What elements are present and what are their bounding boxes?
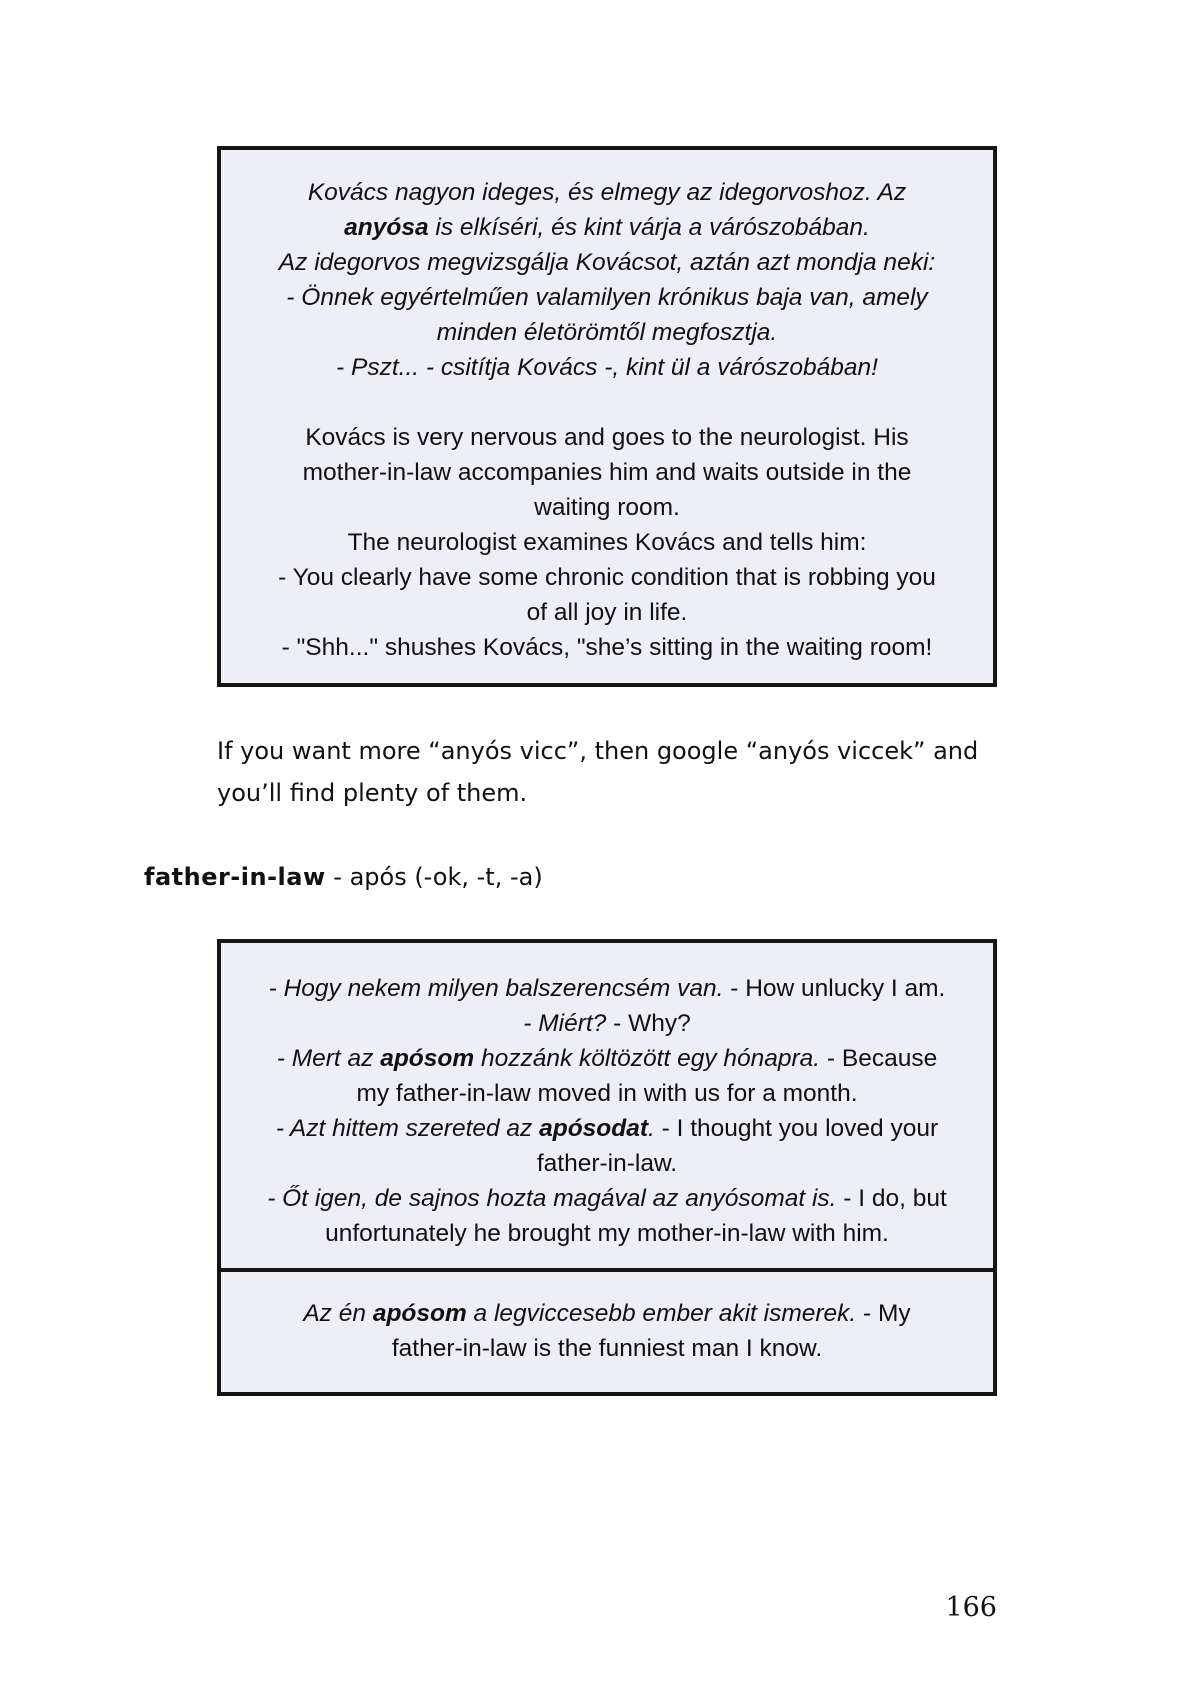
text-line — [243, 1181, 971, 1216]
text-line: father-in-law is the funniest man I know. — [391, 1335, 823, 1362]
text-line: minden életörömtől megfosztja. — [436, 319, 778, 346]
text-line: unfortunately he brought my mother-in-law with him. — [325, 1220, 889, 1247]
text-span: . — [648, 1115, 655, 1142]
page-number: 166 — [945, 1592, 997, 1623]
keyword: apósom — [380, 1045, 475, 1072]
dialogue-section — [221, 943, 993, 1272]
joke-english — [249, 420, 965, 665]
text-line: you’ll find plenty of them. — [217, 779, 528, 807]
english-text: - Why? — [606, 1010, 691, 1037]
note-paragraph — [217, 730, 997, 814]
hungarian-text: - Miért? — [523, 1010, 607, 1037]
text-span: is elkíséri, és kint várja a várószobában. — [428, 214, 870, 241]
text-line: my father-in-law moved in with us for a month. — [356, 1080, 858, 1107]
text-span: - Mert az — [276, 1045, 381, 1072]
example-section — [221, 1272, 993, 1366]
english-text: - My — [856, 1300, 911, 1327]
text-line — [243, 1111, 971, 1146]
text-line: waiting room. — [534, 494, 680, 521]
english-text: - I do, but — [836, 1185, 947, 1212]
text-line: - "Shh..." shushes Kovács, "she’s sitting in the waiting room! — [281, 634, 933, 661]
keyword: anyósa — [344, 214, 429, 241]
text-span: - Azt hittem szereted az — [275, 1115, 540, 1142]
text-line: The neurologist examines Kovács and tells him: — [347, 529, 867, 556]
text-line: Kovács is very nervous and goes to the neurologist. His — [305, 424, 909, 451]
text-span: Az én — [303, 1300, 373, 1327]
english-text: - How unlucky I am. — [723, 975, 946, 1002]
text-line: mother-in-law accompanies him and waits outside in the — [302, 459, 912, 486]
text-line: Az idegorvos megvizsgálja Kovácsot, aztán azt mondja neki: — [278, 249, 936, 276]
text-line — [243, 1006, 971, 1041]
text-line: of all joy in life. — [526, 599, 688, 626]
text-line — [243, 1296, 971, 1331]
headword-term: father-in-law — [144, 863, 326, 891]
keyword: apósodat — [539, 1115, 649, 1142]
joke-hungarian — [249, 175, 965, 385]
hungarian-text — [276, 1115, 655, 1142]
english-text: - Because — [820, 1045, 938, 1072]
text-line: If you want more “anyós vicc”, then google “anyós viccek” and — [217, 737, 979, 765]
hungarian-text: - Őt igen, de sajnos hozta magával az anyósomat is. — [267, 1185, 837, 1212]
text-line — [249, 210, 965, 245]
hungarian-text: - Hogy nekem milyen balszerencsém van. — [268, 975, 724, 1002]
joke-box-mother-in-law — [217, 146, 997, 687]
text-line: father-in-law. — [536, 1150, 678, 1177]
vocab-headword — [144, 856, 1044, 898]
text-line — [243, 1041, 971, 1076]
text-span: hozzánk költözött egy hónapra. — [474, 1045, 821, 1072]
joke-box-father-in-law — [217, 939, 997, 1396]
spacer — [249, 385, 965, 420]
keyword: apósom — [372, 1300, 467, 1327]
text-line: - You clearly have some chronic condition that is robbing you — [278, 564, 936, 591]
headword-translation: após (-ok, -t, -a) — [349, 863, 543, 891]
text-span: a legviccesebb ember akit ismerek. — [466, 1300, 857, 1327]
headword-separator: - — [325, 863, 350, 891]
text-line: - Önnek egyértelműen valamilyen krónikus baja van, amely — [286, 284, 928, 311]
hungarian-text — [277, 1045, 820, 1072]
english-text: - I thought you loved your — [654, 1115, 939, 1142]
text-line: Kovács nagyon ideges, és elmegy az idegorvoshoz. Az — [307, 179, 907, 206]
hungarian-text — [303, 1300, 856, 1327]
text-line — [243, 971, 971, 1006]
text-line: - Pszt... - csitítja Kovács -, kint ül a várószobában! — [336, 354, 878, 381]
